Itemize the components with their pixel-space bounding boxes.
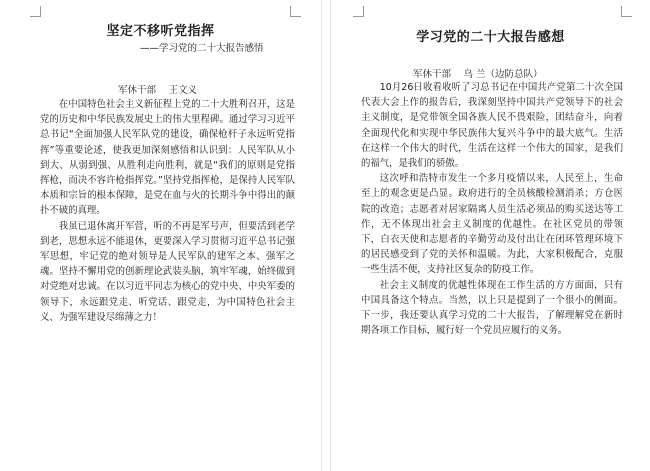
paragraph: 我虽已退休离开军营，听的不再是军号声，但要活到老学到老，思想永远不能退休，更要深入学习贯彻习近平总书记强军思想，牢记党的绝对领导是人民军队的建军之本、强军之魂。坚持不懈用党的创新理论武装头脑，筑牢军魂，始终做到对党绝对忠诚。在以习近平同志为核心的党中央、中央军委的领导下，永远跟党走、听党话、跟党走，为中国特色社会主义、为强军建设尽绵薄之力！ xyxy=(40,220,295,323)
article-body xyxy=(40,97,295,325)
left-document-page xyxy=(0,0,322,471)
paragraph: 这次呼和浩特市发生一个多月疫情以来，人民至上，生命至上的观念更是凸显。政府进行的全员核酸检测消杀；方仓医院的改造；志愿者对居家隔离人员生活必须品的购买送达等工作，无不体现出社会主义制度的优越性。在社区党员的带领下，白衣天使和志愿者的辛勤劳动及付出让在闭环管理环境下的居民感受到了党的关怀和温暖。为此，大家积极配合，克服一些生活不便，支持社区复杂的防疫工作。 xyxy=(361,173,623,276)
author-line: 军休干部 乌 兰（边防总队） xyxy=(413,69,543,80)
page-subtitle: ——学习党的二十大报告感悟 xyxy=(140,43,264,54)
corner-crop-mark xyxy=(30,6,41,17)
author-line: 军休干部 王文义 xyxy=(118,85,198,96)
article-body xyxy=(361,80,623,338)
page-title: 坚定不移听党指挥 xyxy=(106,24,215,39)
corner-crop-mark xyxy=(290,6,301,17)
page-title: 学习党的二十大报告感想 xyxy=(416,30,565,45)
paragraph: 10月26日收看收听了习总书记在中国共产党第二十次全国代表大会上作的报告后，我深刻坚持中国共产党领导下的社会主义制度，是党带领全国各族人民不畏艰险，团结奋斗，向着全面现代化和实现中华民族伟大复兴斗争中的最大底气。生活在这样一个伟大的时代，生活在这样一个伟大的国家，是我们的福气，是我们的骄傲。 xyxy=(361,82,623,170)
corner-crop-mark xyxy=(621,6,632,17)
paragraph: 在中国特色社会主义新征程上党的二十大胜利召开，这是党的历史和中华民族发展史上的伟大里程碑。通过学习习近平总书记“全面加强人民军队党的建设，确保枪杆子永远听党指挥”等重要论述，使我更加深刻感悟和认识到：人民军队从小到大、从弱到强、从胜利走向胜利，就是“我们的原则是党指挥枪，而决不容许枪指挥党。”坚持党指挥枪，是保持人民军队本质和宗旨的根本保障，是党在血与火的长期斗争中得出的颠扑不破的真理。 xyxy=(40,99,295,217)
corner-crop-mark xyxy=(353,6,364,17)
right-document-page xyxy=(330,0,650,471)
paragraph: 社会主义制度的优越性体现在工作生活的方方面面，只有中国具备这个特点。当然，以上只是提到了一个很小的侧面。下一步，我还要认真学习党的二十大报告，了解理解党在新时期各项工作目标，履行好一个党员应履行的义务。 xyxy=(361,279,623,337)
